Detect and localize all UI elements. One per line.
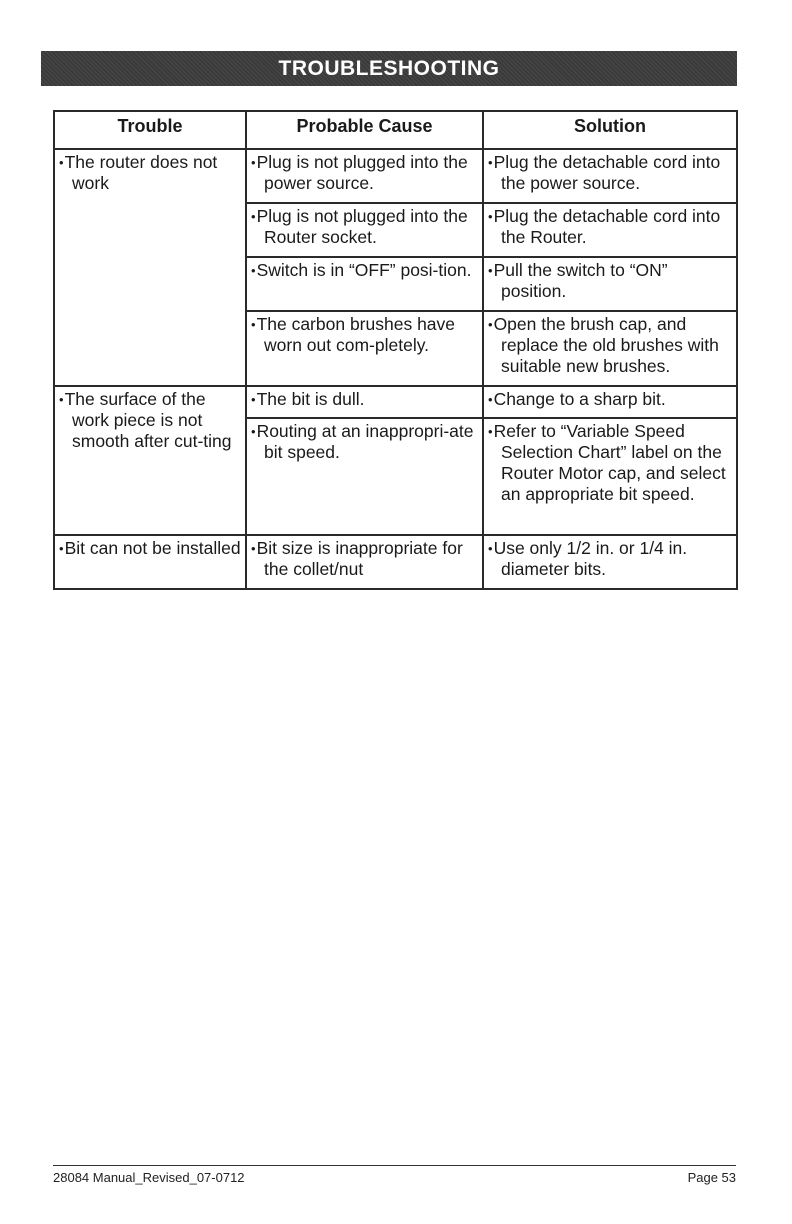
cause-cell xyxy=(246,203,483,257)
solution-text: Change to a sharp bit. xyxy=(493,389,666,409)
trouble-cell xyxy=(54,535,246,589)
solution-text: Use only 1/2 in. or 1/4 in. diameter bits. xyxy=(493,538,688,579)
table-row xyxy=(54,149,737,203)
solution-cell xyxy=(483,535,737,589)
cause-text: Switch is in “OFF” posi-tion. xyxy=(256,260,472,280)
bullet-icon: • xyxy=(59,155,64,170)
cause-text: Routing at an inappropri-ate bit speed. xyxy=(256,421,474,462)
solution-cell xyxy=(483,386,737,418)
solution-text: Refer to “Variable Speed Selection Chart” label on the Router Motor cap, and select an appropriate bit speed. xyxy=(493,421,726,504)
solution-cell xyxy=(483,257,737,311)
trouble-text: Bit can not be installed xyxy=(64,538,241,558)
bullet-icon: • xyxy=(488,424,493,439)
solution-cell xyxy=(483,311,737,386)
cause-text: The carbon brushes have worn out com-pletely. xyxy=(256,314,456,355)
cause-cell xyxy=(246,149,483,203)
section-banner xyxy=(41,51,737,86)
column-header-solution: Solution xyxy=(483,111,737,149)
bullet-icon: • xyxy=(59,541,64,556)
table-header-row xyxy=(54,111,737,149)
section-title: TROUBLESHOOTING xyxy=(278,56,500,80)
cause-cell xyxy=(246,386,483,418)
solution-text: Open the brush cap, and replace the old brushes with suitable new brushes. xyxy=(493,314,719,376)
cause-cell xyxy=(246,535,483,589)
footer-page-number: Page 53 xyxy=(687,1170,736,1185)
table-row xyxy=(54,535,737,589)
bullet-icon: • xyxy=(488,263,493,278)
solution-cell xyxy=(483,203,737,257)
footer-document-id: 28084 Manual_Revised_07-0712 xyxy=(53,1170,245,1185)
bullet-icon: • xyxy=(488,541,493,556)
cause-text: Bit size is inappropriate for the collet/nut xyxy=(256,538,463,579)
bullet-icon: • xyxy=(488,209,493,224)
cause-text: Plug is not plugged into the power source. xyxy=(256,152,468,193)
cause-cell xyxy=(246,257,483,311)
bullet-icon: • xyxy=(251,424,256,439)
solution-text: Plug the detachable cord into the Router. xyxy=(493,206,721,247)
bullet-icon: • xyxy=(488,317,493,332)
troubleshooting-table xyxy=(53,110,738,590)
table-row xyxy=(54,386,737,418)
footer-divider xyxy=(53,1165,736,1166)
bullet-icon: • xyxy=(59,392,64,407)
trouble-cell xyxy=(54,149,246,386)
solution-cell xyxy=(483,418,737,535)
bullet-icon: • xyxy=(251,392,256,407)
column-header-trouble: Trouble xyxy=(54,111,246,149)
bullet-icon: • xyxy=(251,209,256,224)
cause-text: The bit is dull. xyxy=(256,389,365,409)
trouble-cell xyxy=(54,386,246,535)
bullet-icon: • xyxy=(488,155,493,170)
trouble-text: The router does not work xyxy=(64,152,218,193)
cause-cell xyxy=(246,311,483,386)
cause-text: Plug is not plugged into the Router socket. xyxy=(256,206,468,247)
solution-cell xyxy=(483,149,737,203)
bullet-icon: • xyxy=(251,317,256,332)
solution-text: Plug the detachable cord into the power source. xyxy=(493,152,721,193)
column-header-cause: Probable Cause xyxy=(246,111,483,149)
bullet-icon: • xyxy=(251,155,256,170)
bullet-icon: • xyxy=(488,392,493,407)
cause-cell xyxy=(246,418,483,535)
bullet-icon: • xyxy=(251,263,256,278)
trouble-text: The surface of the work piece is not smooth after cut-ting xyxy=(64,389,232,451)
bullet-icon: • xyxy=(251,541,256,556)
solution-text: Pull the switch to “ON” position. xyxy=(493,260,668,301)
